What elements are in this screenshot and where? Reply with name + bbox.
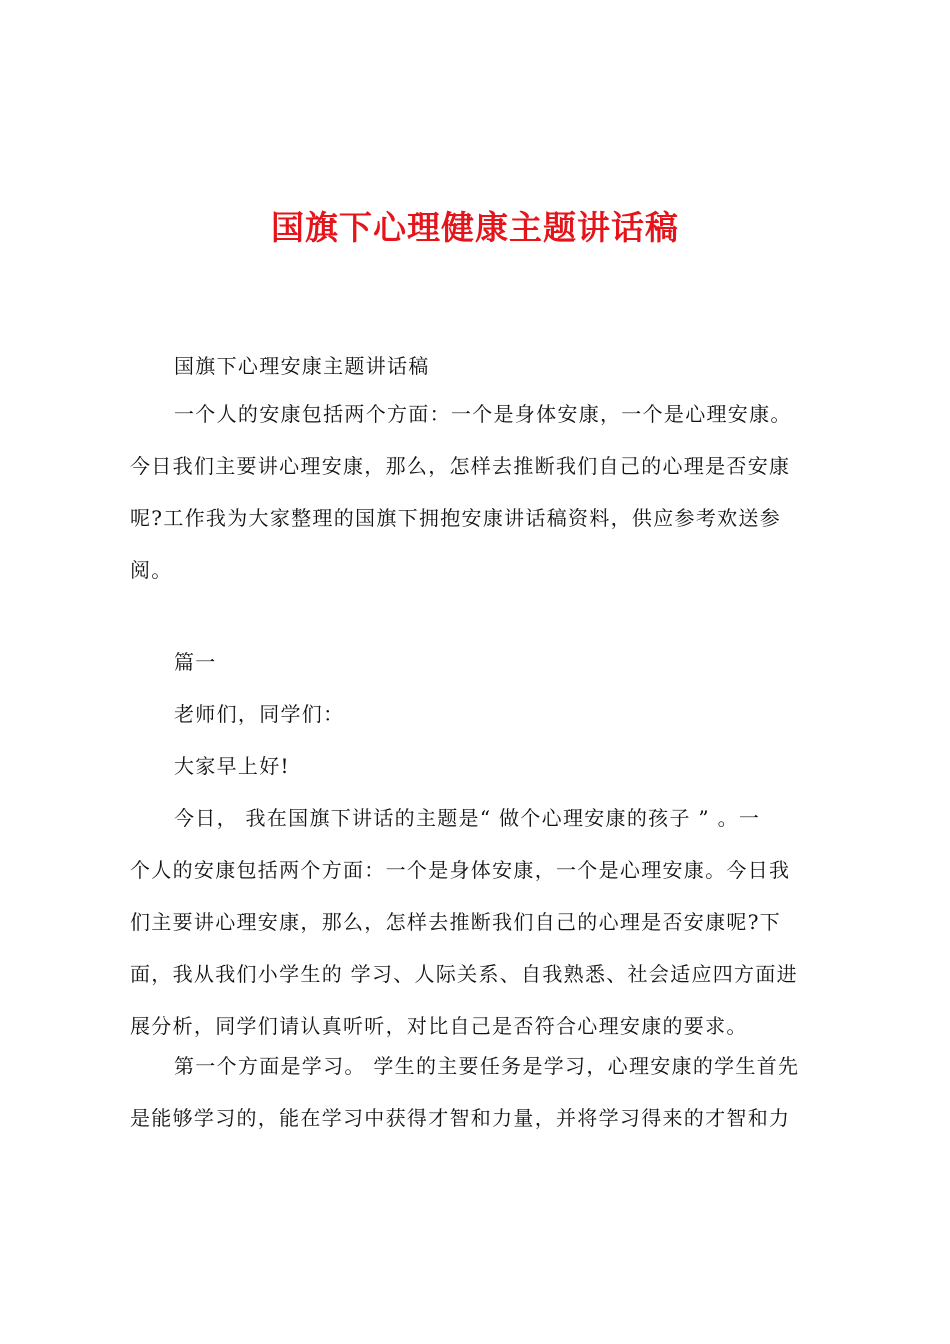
- main-line-1: 今日， 我在国旗下讲话的主题是“ 做个心理安康的孩子 ” 。一: [174, 806, 761, 830]
- lead-line-4: 阅。: [130, 558, 173, 582]
- lead-line-2: 今日我们主要讲心理安康，那么，怎样去推断我们自己的心理是否安康: [130, 454, 791, 478]
- greeting-paragraph-2: [130, 740, 830, 792]
- lead-line-3: 呢?工作我为大家整理的国旗下拥抱安康讲话稿资料，供应参考欢送参: [130, 506, 782, 530]
- part-label: 篇一: [174, 650, 217, 674]
- main-line-3: 们主要讲心理安康，那么，怎样去推断我们自己的心理是否安康呢?下: [130, 910, 782, 934]
- main-paragraph: [130, 792, 830, 1052]
- intro-line: 国旗下心理安康主题讲话稿: [174, 354, 430, 378]
- first-line-2: 是能够学习的，能在学习中获得才智和力量，并将学习得来的才智和力: [130, 1106, 791, 1130]
- part-heading: [130, 636, 830, 688]
- first-aspect-paragraph: [130, 1040, 830, 1144]
- greeting-paragraph-1: [130, 688, 830, 740]
- main-line-2: 个人的安康包括两个方面：一个是身体安康，一个是心理安康。今日我: [130, 858, 791, 882]
- greeting-line-1: 老师们，同学们：: [174, 702, 345, 726]
- main-line-4: 面，我从我们小学生的 学习、人际关系、自我熟悉、社会适应四方面进: [130, 962, 798, 986]
- first-line-1: 第一个方面是学习。 学生的主要任务是学习，心理安康的学生首先: [174, 1054, 800, 1078]
- document-title: 国旗下心理健康主题讲话稿: [271, 208, 679, 247]
- lead-line-1: 一个人的安康包括两个方面：一个是身体安康，一个是心理安康。: [174, 402, 792, 426]
- main-line-5: 展分析，同学们请认真听听，对比自己是否符合心理安康的要求。: [130, 1014, 748, 1038]
- greeting-line-2: 大家早上好!: [174, 754, 290, 778]
- lead-paragraph: [130, 388, 830, 596]
- intro-paragraph: [130, 340, 830, 392]
